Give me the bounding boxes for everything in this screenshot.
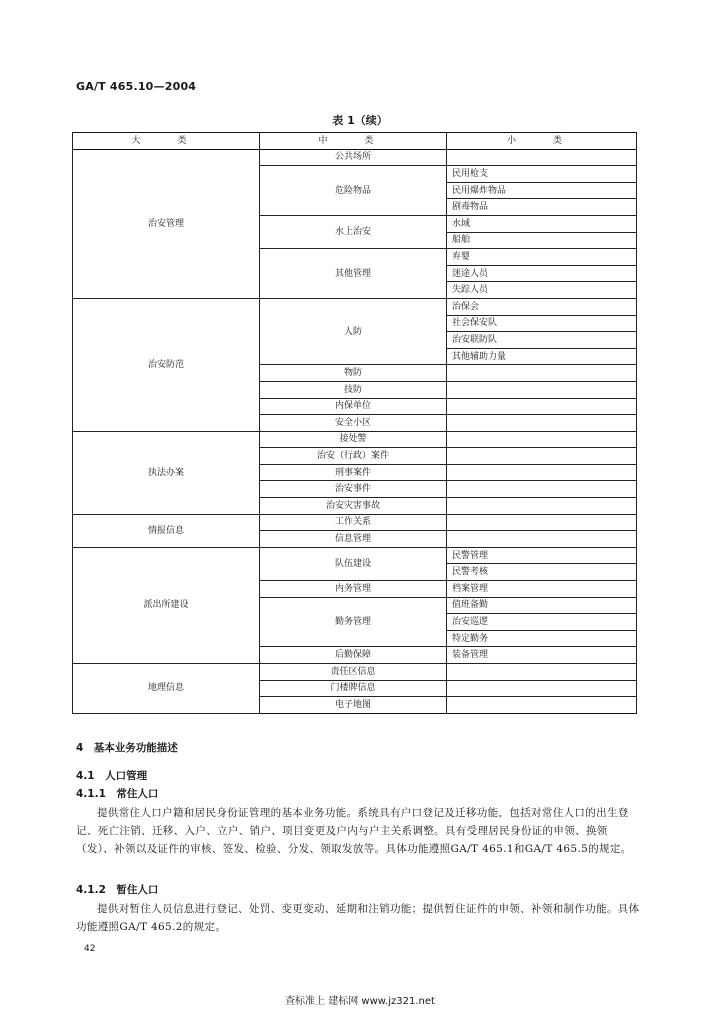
middle-category-cell: 刑事案件 — [260, 464, 447, 481]
minor-category-cell: 民警考核 — [447, 564, 637, 581]
middle-category-cell: 治安（行政）案件 — [260, 448, 447, 465]
minor-category-cell — [447, 531, 637, 548]
middle-category-cell: 工作关系 — [260, 514, 447, 531]
section-4-1-1-body: 提供常住人口户籍和居民身份证管理的基本业务功能。系统具有户口登记及迁移功能，包括对常住人口的出生登记、死亡注销、迁移、入户、立户、销户、项目变更及户内与户主关系调整。具有受理居民身份证的申领、换领（发）、补领以及证件的审核、签发、检验、分发、领取发放等。具体功能遵照GA/T 465.1和GA/T 465.5的规定。 — [76, 807, 632, 855]
col-header-middle: 中 类 — [260, 133, 447, 150]
minor-category-cell — [447, 464, 637, 481]
col-header-major: 大 类 — [73, 133, 260, 150]
col-header-minor: 小 类 — [447, 133, 637, 150]
minor-category-cell: 船舶 — [447, 232, 637, 249]
minor-category-cell: 剧毒物品 — [447, 199, 637, 216]
minor-category-cell: 民警管理 — [447, 547, 637, 564]
middle-category-cell: 队伍建设 — [260, 547, 447, 580]
minor-category-cell — [447, 514, 637, 531]
minor-category-cell — [447, 365, 637, 382]
table-row — [73, 547, 637, 564]
major-category-cell: 情报信息 — [73, 514, 260, 547]
classification-table — [72, 132, 637, 714]
section-4-1-2-body: 提供对暂住人员信息进行登记、处罚、变更变动、延期和注销功能；提供暂住证件的申领、补领和制作功能。具体功能遵照GA/T 465.2的规定。 — [76, 903, 640, 933]
minor-category-cell: 失踪人员 — [447, 282, 637, 299]
major-category-cell: 治安防范 — [73, 298, 260, 431]
middle-category-cell: 信息管理 — [260, 531, 447, 548]
minor-category-cell — [447, 680, 637, 697]
standard-code: GA/T 465.10—2004 — [76, 80, 197, 93]
table-row — [73, 149, 637, 166]
minor-category-cell — [447, 664, 637, 681]
minor-category-cell: 治安巡逻 — [447, 614, 637, 631]
minor-category-cell: 民用爆炸物品 — [447, 182, 637, 199]
middle-category-cell: 物防 — [260, 365, 447, 382]
minor-category-cell — [447, 149, 637, 166]
middle-category-cell: 治安灾害事故 — [260, 498, 447, 515]
section-4-1-2-heading: 4.1.2 暂住人口 — [76, 884, 159, 896]
table-row — [73, 514, 637, 531]
minor-category-cell: 装备管理 — [447, 647, 637, 664]
middle-category-cell: 水上治安 — [260, 215, 447, 248]
minor-category-cell — [447, 381, 637, 398]
middle-category-cell: 电子地图 — [260, 697, 447, 714]
minor-category-cell: 水域 — [447, 215, 637, 232]
section-4-1-heading: 4.1 人口管理 — [76, 770, 148, 782]
major-category-cell: 派出所建设 — [73, 547, 260, 663]
minor-category-cell — [447, 697, 637, 714]
middle-category-cell: 技防 — [260, 381, 447, 398]
minor-category-cell — [447, 398, 637, 415]
minor-category-cell: 值班备勤 — [447, 597, 637, 614]
middle-category-cell: 人防 — [260, 298, 447, 364]
table-title: 表 1（续） — [332, 114, 388, 127]
middle-category-cell: 责任区信息 — [260, 664, 447, 681]
major-category-cell: 执法办案 — [73, 431, 260, 514]
middle-category-cell: 内务管理 — [260, 581, 447, 598]
minor-category-cell — [447, 415, 637, 432]
section-4-heading: 4 基本业务功能描述 — [76, 742, 178, 754]
minor-category-cell — [447, 481, 637, 498]
middle-category-cell: 治安事件 — [260, 481, 447, 498]
minor-category-cell: 治安联防队 — [447, 332, 637, 349]
middle-category-cell: 内保单位 — [260, 398, 447, 415]
minor-category-cell — [447, 498, 637, 515]
minor-category-cell: 社会保安队 — [447, 315, 637, 332]
middle-category-cell: 安全小区 — [260, 415, 447, 432]
minor-category-cell — [447, 448, 637, 465]
middle-category-cell: 接处警 — [260, 431, 447, 448]
minor-category-cell: 迷途人员 — [447, 265, 637, 282]
middle-category-cell: 其他管理 — [260, 249, 447, 299]
table-header-row — [73, 133, 637, 150]
minor-category-cell: 治保会 — [447, 298, 637, 315]
minor-category-cell: 民用枪支 — [447, 166, 637, 183]
middle-category-cell: 危险物品 — [260, 166, 447, 216]
footer-watermark-text: 查标准上 建标网 www.jz321.net — [285, 996, 435, 1007]
page-number: 42 — [84, 944, 96, 954]
major-category-cell: 治安管理 — [73, 149, 260, 298]
middle-category-cell: 公共场所 — [260, 149, 447, 166]
minor-category-cell: 档案管理 — [447, 581, 637, 598]
table-row — [73, 298, 637, 315]
minor-category-cell: 其他辅助力量 — [447, 348, 637, 365]
minor-category-cell — [447, 431, 637, 448]
table-row — [73, 664, 637, 681]
section-4-1-1-heading: 4.1.1 常住人口 — [76, 788, 159, 800]
major-category-cell: 地理信息 — [73, 664, 260, 714]
minor-category-cell: 特定勤务 — [447, 630, 637, 647]
middle-category-cell: 后勤保障 — [260, 647, 447, 664]
middle-category-cell: 门楼牌信息 — [260, 680, 447, 697]
middle-category-cell: 勤务管理 — [260, 597, 447, 647]
minor-category-cell: 弃婴 — [447, 249, 637, 266]
table-row — [73, 431, 637, 448]
